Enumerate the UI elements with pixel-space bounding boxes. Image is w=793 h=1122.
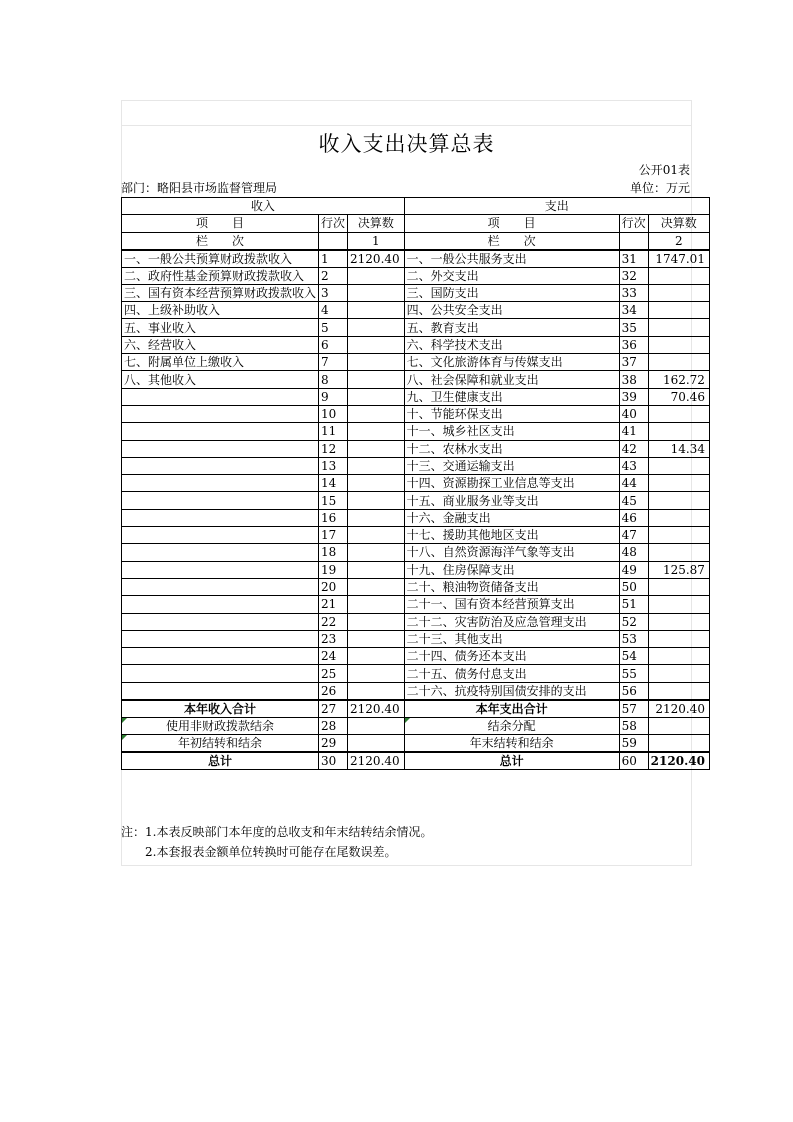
expense-grand-total-label: 总计 <box>404 752 619 770</box>
expense-amount <box>648 682 709 700</box>
expense-distribution-amount <box>648 717 709 734</box>
income-line: 17 <box>319 527 348 544</box>
income-line: 7 <box>319 354 348 371</box>
income-line: 23 <box>319 630 348 647</box>
income-amount <box>348 354 405 371</box>
expense-col-label: 栏 次 <box>404 232 619 250</box>
expense-item: 十七、援助其他地区支出 <box>404 527 619 544</box>
expense-item: 一、一般公共服务支出 <box>404 250 619 268</box>
expense-item-header: 项 目 <box>404 215 619 232</box>
table-row <box>122 527 710 544</box>
income-item <box>122 544 319 561</box>
income-item <box>122 388 319 405</box>
expense-amount <box>648 457 709 474</box>
expense-item: 三、国防支出 <box>404 284 619 301</box>
income-amount <box>348 440 405 457</box>
expense-line: 37 <box>619 354 648 371</box>
expense-amount: 14.34 <box>648 440 709 457</box>
table-row <box>122 267 710 284</box>
income-item: 三、国有资本经营预算财政拨款收入 <box>122 284 319 301</box>
income-col-label: 栏 次 <box>122 232 319 250</box>
income-line: 26 <box>319 682 348 700</box>
expense-line: 42 <box>619 440 648 457</box>
expense-amount <box>648 423 709 440</box>
notes <box>121 822 432 862</box>
expense-item: 九、卫生健康支出 <box>404 388 619 405</box>
table-row <box>122 561 710 578</box>
expense-line: 35 <box>619 319 648 336</box>
top-divider <box>121 125 692 126</box>
income-nonfiscal-amount <box>348 717 405 734</box>
expense-line: 38 <box>619 371 648 388</box>
expense-item: 二十六、抗疫特别国债安排的支出 <box>404 682 619 700</box>
expense-amount <box>648 630 709 647</box>
expense-total-label: 本年支出合计 <box>404 700 619 718</box>
expense-line: 41 <box>619 423 648 440</box>
expense-line: 51 <box>619 596 648 613</box>
income-begin-balance-line: 29 <box>319 735 348 753</box>
expense-item: 十一、城乡社区支出 <box>404 423 619 440</box>
expense-item: 十八、自然资源海洋气象等支出 <box>404 544 619 561</box>
expense-item: 二十三、其他支出 <box>404 630 619 647</box>
expense-item: 二十四、债务还本支出 <box>404 648 619 665</box>
income-col-number: 1 <box>348 232 405 250</box>
income-amount <box>348 544 405 561</box>
expense-item: 二、外交支出 <box>404 267 619 284</box>
income-amount <box>348 613 405 630</box>
income-amount <box>348 596 405 613</box>
income-amount <box>348 423 405 440</box>
income-amount <box>348 457 405 474</box>
header-row-3 <box>122 232 710 250</box>
expense-line: 44 <box>619 475 648 492</box>
income-line: 18 <box>319 544 348 561</box>
income-item: 一、一般公共预算财政拨款收入 <box>122 250 319 268</box>
income-line: 11 <box>319 423 348 440</box>
expense-item: 十三、交通运输支出 <box>404 457 619 474</box>
income-nonfiscal-line: 28 <box>319 717 348 734</box>
expense-line: 48 <box>619 544 648 561</box>
expense-header: 支出 <box>404 198 709 215</box>
expense-line: 49 <box>619 561 648 578</box>
income-item <box>122 596 319 613</box>
income-line: 24 <box>319 648 348 665</box>
expense-amount <box>648 319 709 336</box>
income-line: 2 <box>319 267 348 284</box>
table-row <box>122 596 710 613</box>
income-amount <box>348 509 405 526</box>
expense-amount <box>648 665 709 682</box>
income-nonfiscal-label: 使用非财政拨款结余 <box>122 717 319 734</box>
page-title: 收入支出决算总表 <box>318 132 495 156</box>
income-line-header: 行次 <box>319 215 348 232</box>
income-line: 20 <box>319 578 348 595</box>
table-row <box>122 613 710 630</box>
expense-line: 50 <box>619 578 648 595</box>
expense-item: 二十二、灾害防治及应急管理支出 <box>404 613 619 630</box>
income-line: 22 <box>319 613 348 630</box>
income-line: 1 <box>319 250 348 268</box>
expense-amount: 70.46 <box>648 388 709 405</box>
table-row <box>122 354 710 371</box>
income-grand-total-line: 30 <box>319 752 348 770</box>
expense-line: 43 <box>619 457 648 474</box>
expense-amount <box>648 492 709 509</box>
income-item: 二、政府性基金预算财政拨款收入 <box>122 267 319 284</box>
income-item: 四、上级补助收入 <box>122 302 319 319</box>
income-item <box>122 475 319 492</box>
income-grand-total-amount: 2120.40 <box>348 752 405 770</box>
expense-end-balance-line: 59 <box>619 735 648 753</box>
expense-amount <box>648 405 709 422</box>
income-amount <box>348 319 405 336</box>
summary-row <box>122 735 710 753</box>
form-number: 公开01表 <box>638 163 690 177</box>
income-line: 6 <box>319 336 348 353</box>
expense-item: 十、节能环保支出 <box>404 405 619 422</box>
expense-line: 33 <box>619 284 648 301</box>
income-amount <box>348 405 405 422</box>
table-row <box>122 457 710 474</box>
expense-line: 32 <box>619 267 648 284</box>
income-item <box>122 509 319 526</box>
income-item <box>122 492 319 509</box>
expense-item: 十五、商业服务业等支出 <box>404 492 619 509</box>
expense-item: 七、文化旅游体育与传媒支出 <box>404 354 619 371</box>
income-item <box>122 457 319 474</box>
income-line: 8 <box>319 371 348 388</box>
expense-amount: 1747.01 <box>648 250 709 268</box>
expense-line: 45 <box>619 492 648 509</box>
expense-item: 十二、农林水支出 <box>404 440 619 457</box>
expense-line: 31 <box>619 250 648 268</box>
income-item: 七、附属单位上缴收入 <box>122 354 319 371</box>
unit-label: 单位：万元 <box>629 181 690 195</box>
expense-end-balance-amount <box>648 735 709 753</box>
income-amount: 2120.40 <box>348 250 405 268</box>
expense-amount <box>648 613 709 630</box>
expense-amount <box>648 578 709 595</box>
income-line: 13 <box>319 457 348 474</box>
table-row <box>122 648 710 665</box>
income-begin-balance-amount <box>348 735 405 753</box>
expense-line: 47 <box>619 527 648 544</box>
expense-line-header: 行次 <box>619 215 648 232</box>
income-item <box>122 440 319 457</box>
income-amount <box>348 648 405 665</box>
expense-end-balance-label: 年末结转和结余 <box>404 735 619 753</box>
summary-row <box>122 700 710 718</box>
income-amount <box>348 682 405 700</box>
income-total-amount: 2120.40 <box>348 700 405 718</box>
income-line: 5 <box>319 319 348 336</box>
table-row <box>122 509 710 526</box>
header-row-2 <box>122 215 710 232</box>
income-begin-balance-label: 年初结转和结余 <box>122 735 319 753</box>
expense-amount <box>648 648 709 665</box>
expense-amount <box>648 267 709 284</box>
expense-item: 十六、金融支出 <box>404 509 619 526</box>
expense-total-amount: 2120.40 <box>648 700 709 718</box>
expense-amount <box>648 509 709 526</box>
expense-amount <box>648 596 709 613</box>
income-item <box>122 648 319 665</box>
table-row <box>122 371 710 388</box>
expense-item: 八、社会保障和就业支出 <box>404 371 619 388</box>
income-amount-header: 决算数 <box>348 215 405 232</box>
budget-table <box>121 197 710 770</box>
income-line: 19 <box>319 561 348 578</box>
income-amount <box>348 267 405 284</box>
income-col-line-blank <box>319 232 348 250</box>
table-row <box>122 682 710 700</box>
expense-item: 十四、资源勘探工业信息等支出 <box>404 475 619 492</box>
expense-line: 34 <box>619 302 648 319</box>
table-row <box>122 423 710 440</box>
income-line: 15 <box>319 492 348 509</box>
table-row <box>122 578 710 595</box>
income-amount <box>348 284 405 301</box>
income-line: 12 <box>319 440 348 457</box>
expense-line: 53 <box>619 630 648 647</box>
income-line: 3 <box>319 284 348 301</box>
income-item <box>122 665 319 682</box>
table-row <box>122 319 710 336</box>
income-item <box>122 423 319 440</box>
expense-amount: 125.87 <box>648 561 709 578</box>
expense-item: 六、科学技术支出 <box>404 336 619 353</box>
table-row <box>122 302 710 319</box>
expense-line: 55 <box>619 665 648 682</box>
expense-amount <box>648 544 709 561</box>
income-header: 收入 <box>122 198 405 215</box>
income-item <box>122 578 319 595</box>
income-item <box>122 682 319 700</box>
expense-grand-total-line: 60 <box>619 752 648 770</box>
expense-amount <box>648 354 709 371</box>
expense-total-line: 57 <box>619 700 648 718</box>
table-row <box>122 475 710 492</box>
expense-amount <box>648 336 709 353</box>
income-item <box>122 405 319 422</box>
expense-item: 二十五、债务付息支出 <box>404 665 619 682</box>
income-item <box>122 527 319 544</box>
note-1: 注：1.本表反映部门本年度的总收支和年末结转结余情况。 <box>121 825 433 839</box>
department-label: 部门：略阳县市场监督管理局 <box>121 181 278 195</box>
expense-col-line-blank <box>619 232 648 250</box>
expense-line: 36 <box>619 336 648 353</box>
table-row <box>122 440 710 457</box>
income-amount <box>348 336 405 353</box>
income-item: 八、其他收入 <box>122 371 319 388</box>
income-amount <box>348 578 405 595</box>
expense-line: 39 <box>619 388 648 405</box>
expense-amount <box>648 475 709 492</box>
expense-amount <box>648 284 709 301</box>
expense-distribution-line: 58 <box>619 717 648 734</box>
income-line: 25 <box>319 665 348 682</box>
income-amount <box>348 388 405 405</box>
table-row <box>122 665 710 682</box>
income-line: 9 <box>319 388 348 405</box>
table-row <box>122 284 710 301</box>
expense-col-number: 2 <box>648 232 709 250</box>
expense-item: 十九、住房保障支出 <box>404 561 619 578</box>
income-total-label: 本年收入合计 <box>122 700 319 718</box>
expense-item: 二十一、国有资本经营预算支出 <box>404 596 619 613</box>
income-amount <box>348 475 405 492</box>
income-amount <box>348 527 405 544</box>
expense-amount <box>648 302 709 319</box>
expense-item: 五、教育支出 <box>404 319 619 336</box>
table-row <box>122 250 710 268</box>
income-item <box>122 613 319 630</box>
income-amount <box>348 302 405 319</box>
income-line: 21 <box>319 596 348 613</box>
income-amount <box>348 371 405 388</box>
expense-line: 54 <box>619 648 648 665</box>
expense-amount <box>648 527 709 544</box>
income-line: 16 <box>319 509 348 526</box>
summary-row <box>122 752 710 770</box>
income-line: 14 <box>319 475 348 492</box>
table-row <box>122 492 710 509</box>
income-amount <box>348 492 405 509</box>
income-total-line: 27 <box>319 700 348 718</box>
income-item-header: 项 目 <box>122 215 319 232</box>
expense-line: 46 <box>619 509 648 526</box>
expense-line: 52 <box>619 613 648 630</box>
income-item <box>122 561 319 578</box>
table-row <box>122 630 710 647</box>
income-item: 六、经营收入 <box>122 336 319 353</box>
expense-amount: 162.72 <box>648 371 709 388</box>
income-line: 10 <box>319 405 348 422</box>
table-row <box>122 405 710 422</box>
summary-row <box>122 717 710 734</box>
income-amount <box>348 630 405 647</box>
expense-line: 40 <box>619 405 648 422</box>
note-2: 2.本套报表金额单位转换时可能存在尾数误差。 <box>145 845 397 859</box>
table-row <box>122 544 710 561</box>
expense-item: 二十、粮油物资储备支出 <box>404 578 619 595</box>
table-row <box>122 388 710 405</box>
expense-distribution-label: 结余分配 <box>404 717 619 734</box>
income-grand-total-label: 总计 <box>122 752 319 770</box>
header-row-1 <box>122 198 710 215</box>
income-item: 五、事业收入 <box>122 319 319 336</box>
income-line: 4 <box>319 302 348 319</box>
income-amount <box>348 561 405 578</box>
income-amount <box>348 665 405 682</box>
table-row <box>122 336 710 353</box>
expense-line: 56 <box>619 682 648 700</box>
income-item <box>122 630 319 647</box>
expense-item: 四、公共安全支出 <box>404 302 619 319</box>
expense-grand-total-amount: 2120.40 <box>648 752 709 770</box>
expense-amount-header: 决算数 <box>648 215 709 232</box>
